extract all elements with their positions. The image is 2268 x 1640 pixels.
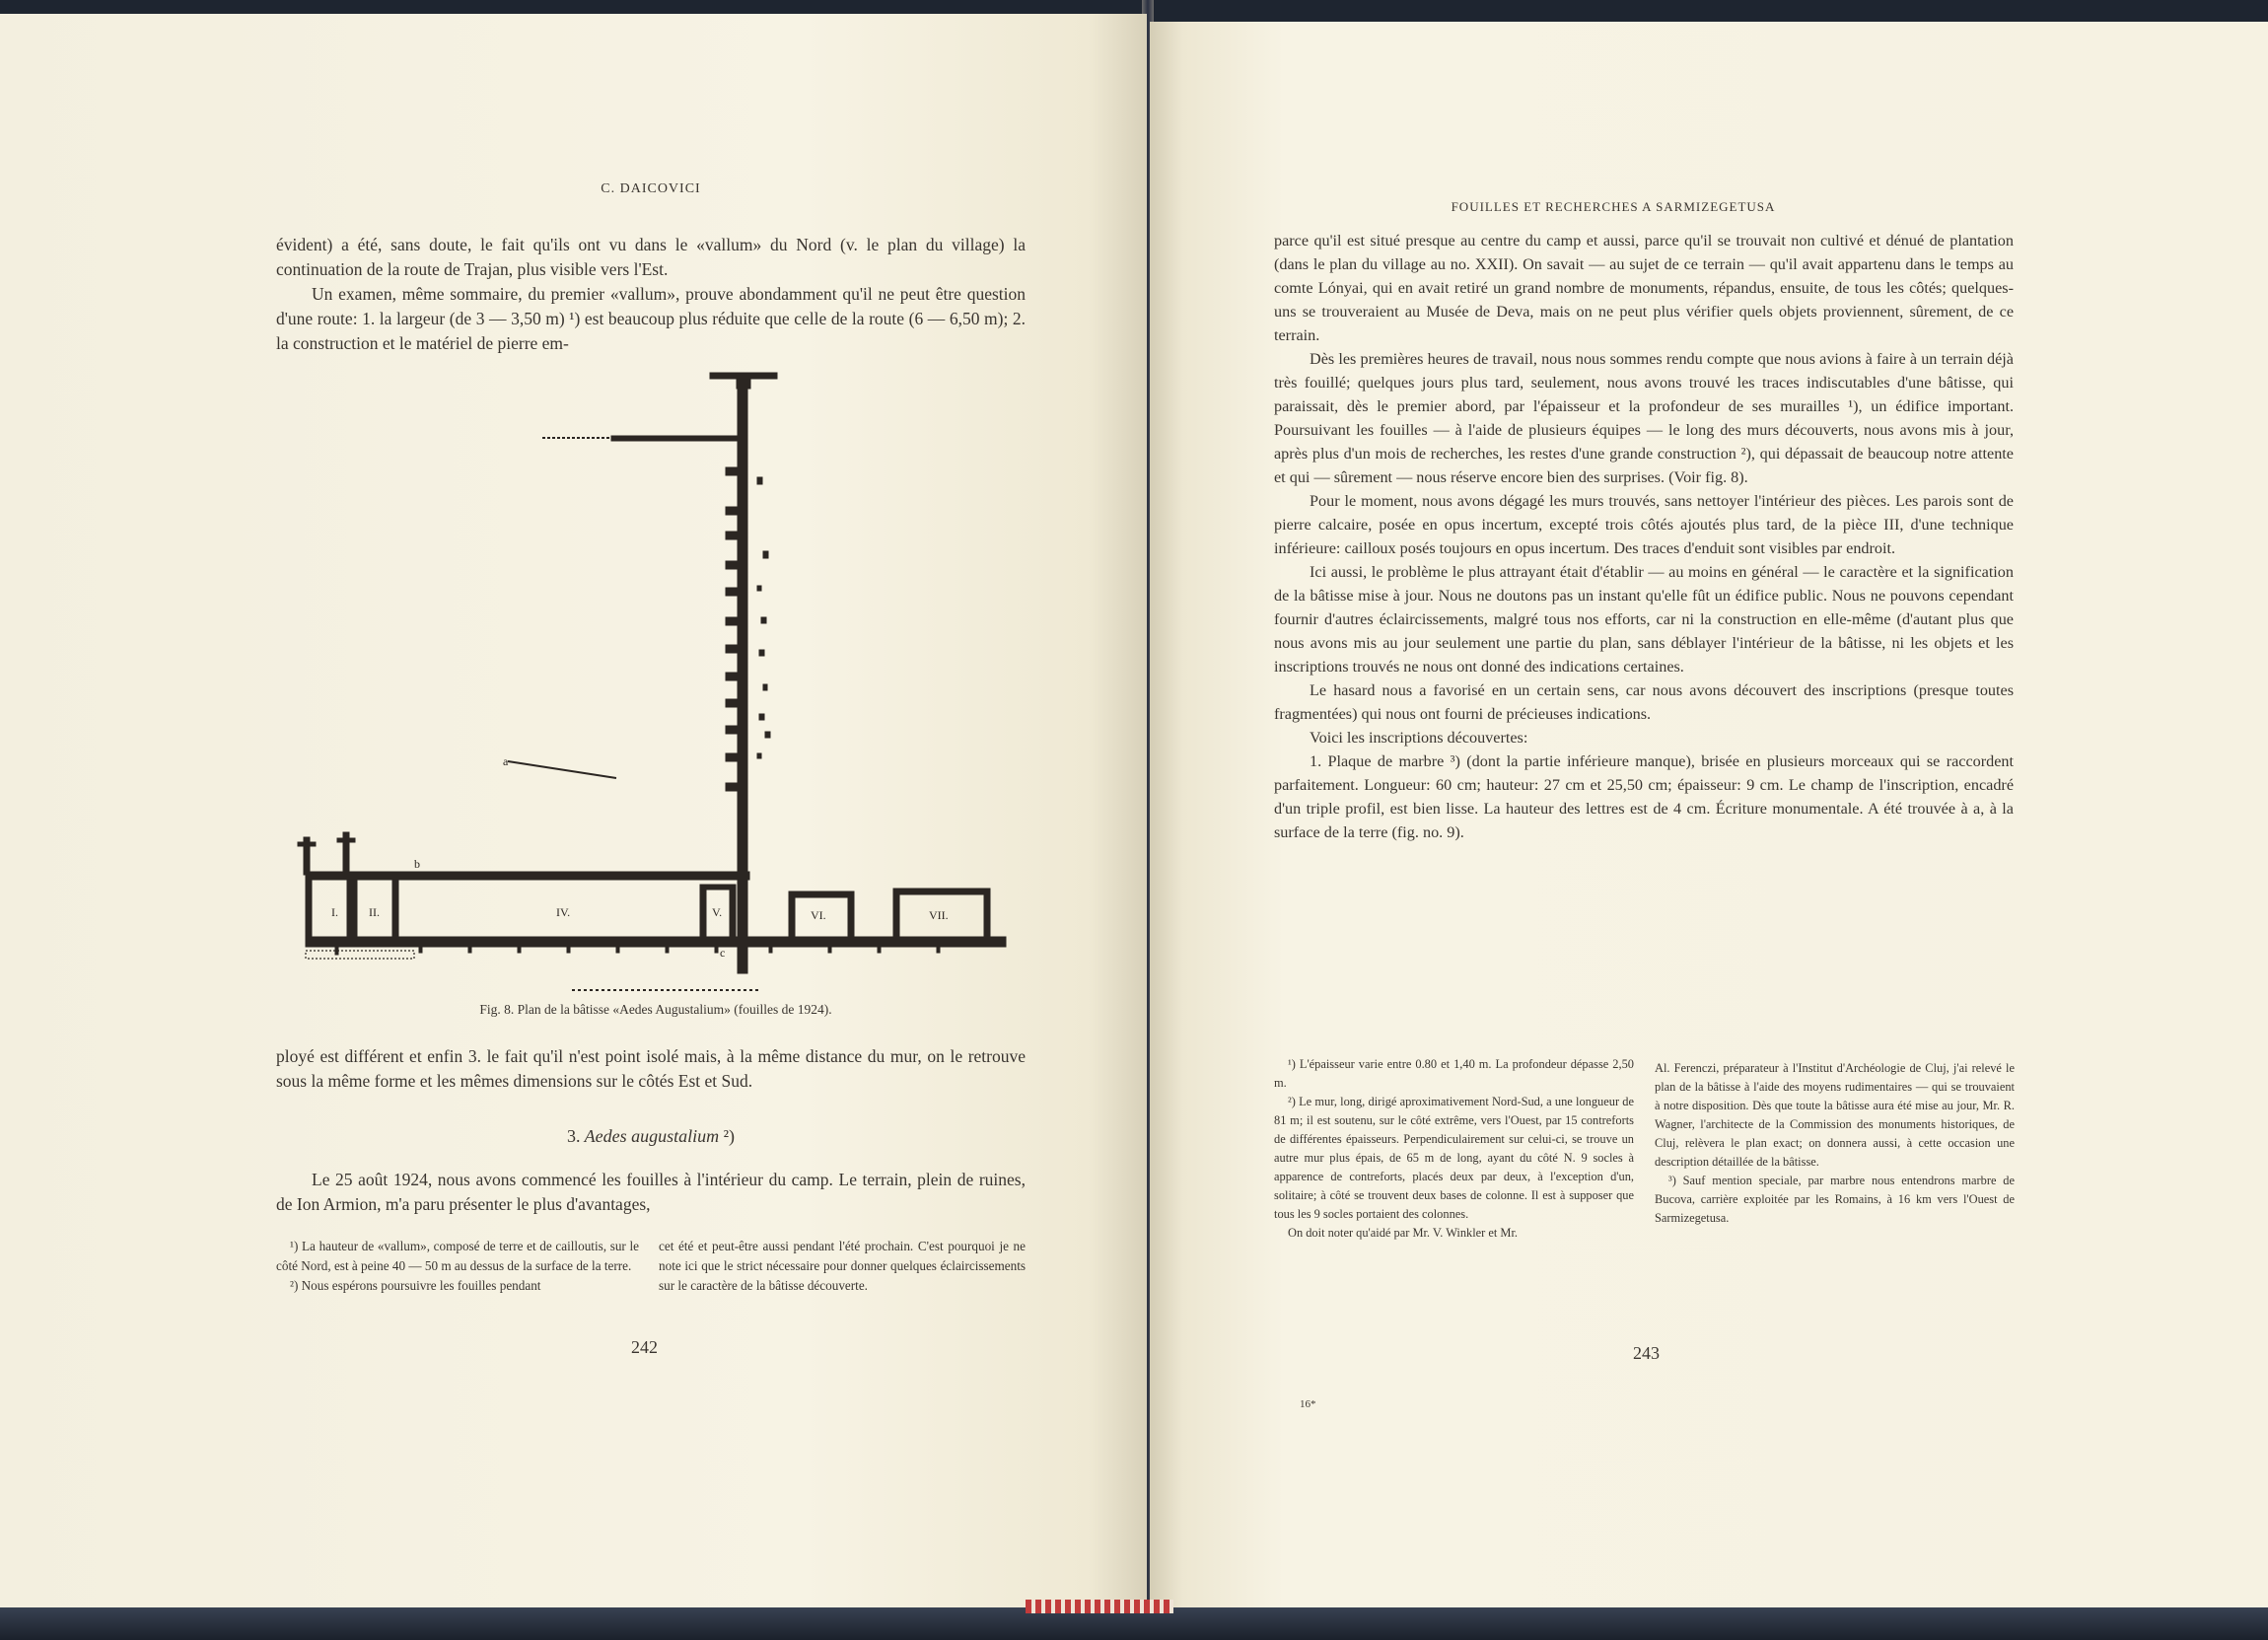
left-paragraph: Le 25 août 1924, nous avons commencé les fouilles à l'intérieur du camp. Le terrain, plein de ruines, de Ion Armion, m'a paru présenter le plus d'avantages, <box>276 1170 1026 1214</box>
left-footnotes-col2 <box>659 1237 1026 1296</box>
building-plan-figure <box>296 359 1016 1000</box>
section-number: 3. <box>566 1126 581 1146</box>
right-body-text <box>1274 229 2014 844</box>
left-paragraph: Un examen, même sommaire, du premier «vallum», prouve abondamment qu'il ne peut être question d'une route: 1. la largeur (de 3 — 3,50 m) ¹) est beaucoup plus réduite que celle de la route (6 — 6,50 m); 2. la construction et le matériel de pierre em- <box>276 284 1026 353</box>
signature-mark: 16* <box>1300 1398 1316 1410</box>
footnote: cet été et peut-être aussi pendant l'été prochain. C'est pourquoi je ne note ici que le strict nécessaire pour donner quelques éclaircissements sur le caractère de la bâtisse découverte. <box>659 1239 1026 1293</box>
footnote: Al. Ferenczi, préparateur à l'Institut d'Archéologie de Cluj, j'ai relevé le plan de la bâtisse à l'aide des moyens rudimentaires — qui se trouvaient à notre disposition. Dès que toute la bâtisse aura été mise au jour, Mr. R. Wagner, l'architecte de la Commission des monuments historiques, de Cluj, relèvera le plan exact; on donnera aussi, à cette occasion une description détaillée de la bâtisse. <box>1655 1061 2015 1169</box>
footnote: ³) Sauf mention speciale, par marbre nous entendrons marbre de Bucova, carrière exploitée par les Romains, à 16 km vers l'Ouest de Sarmizegetusa. <box>1655 1174 2015 1225</box>
footnote: ¹) La hauteur de «vallum», composé de terre et de cailloutis, sur le côté Nord, est à peine 40 — 50 m au dessus de la surface de la terre. <box>276 1239 639 1273</box>
long-wall <box>738 387 747 973</box>
left-running-head: C. DAICOVICI <box>601 181 701 196</box>
section-title: Aedes augustalium <box>584 1126 720 1146</box>
right-paragraph: Pour le moment, nous avons dégagé les murs trouvés, sans nettoyer l'intérieur des pièces. Les parois sont de pierre calcaire, posée en opus incertum, excepté trois côtés ajoutés plus tard, de la pièce III, d'une technique inférieure: cailloux posés toujours en opus incertum. Des traces d'enduit sont visibles par endroit. <box>1274 492 2014 557</box>
section-note: ²) <box>723 1126 736 1146</box>
plan-letter-b: b <box>414 857 420 871</box>
left-section-text <box>276 1168 1026 1217</box>
room-label-i: I. <box>331 905 338 919</box>
plan-letter-a: a <box>503 754 509 768</box>
right-paragraph: parce qu'il est situé presque au centre du camp et aussi, parce qu'il se trouvait non cultivé et dénué de plantation (dans le plan du village au no. XXII). On savait — au sujet de ce terrain — qu'il avait appartenu dans le temps au comte Lónyai, qui en avait retiré un grand nombre de monuments, répandus, ensuite, de tous les côtés; quelques-uns se trouveraient au Musée de Deva, mais on ne peut plus vérifier quels objets proviennent, sûrement, de ce terrain. <box>1274 232 2014 344</box>
room-label-iv: IV. <box>556 905 571 919</box>
footnote: ²) Nous espérons poursuivre les fouilles pendant <box>290 1278 541 1293</box>
right-paragraph: Voici les inscriptions découvertes: <box>1310 729 1528 747</box>
bookmark-ribbon <box>1026 1600 1173 1613</box>
room-label-v: V. <box>712 905 723 919</box>
short-wall <box>611 436 740 441</box>
room-label-vi: VI. <box>811 908 826 922</box>
right-footnotes-col1 <box>1274 1055 1634 1243</box>
footnote: ²) Le mur, long, dirigé aproximativement Nord-Sud, a une longueur de 81 m; il est soutenu, sur le côté extrême, vers l'Ouest, par 15 contreforts de différentes épaisseurs. Perpendiculairement sur celui-ci, se trouve un autre mur plus épais, de 65 m de long, ayant du côté N. 9 socles à apparence de contreforts, placés deux par deux, à l'exception d'un, solitaire; à côté se trouvent deux bases de colonne. Il est à supposer que tous les 9 socles portaient des colonnes. <box>1274 1095 1634 1221</box>
footnote: On doit noter qu'aidé par Mr. V. Winkler et Mr. <box>1288 1226 1518 1240</box>
left-page-number: 242 <box>631 1337 658 1357</box>
right-footnotes-col2 <box>1655 1059 2015 1228</box>
footnote: ¹) L'épaisseur varie entre 0.80 et 1,40 m. La profondeur dépasse 2,50 m. <box>1274 1057 1634 1090</box>
section-heading <box>276 1126 1026 1147</box>
left-paragraph: évident) a été, sans doute, le fait qu'ils ont vu dans le «vallum» du Nord (v. le plan du village) la continuation de la route de Trajan, plus visible vers l'Est. <box>276 235 1026 279</box>
left-after-text <box>276 1044 1026 1094</box>
left-footnotes-col1 <box>276 1237 639 1296</box>
room-label-vii: VII. <box>929 908 949 922</box>
right-running-head: FOUILLES ET RECHERCHES A SARMIZEGETUSA <box>1451 199 1776 214</box>
right-paragraph: Ici aussi, le problème le plus attrayant était d'établir — au moins en général — le caractère et la signification de la bâtisse mise à jour. Nous ne doutons pas un instant qu'elle fût un édifice public. Nous ne pouvons cependant fournir d'autres éclaircissements, malgré tous nos efforts, car ni la construction en elle-même (d'autant plus que nous avons mis au jour seulement une partie du plan, sans déblayer l'intérieur de la bâtisse, ni les objets et les inscriptions trouvés ne nous ont donné des indications certaines. <box>1274 563 2014 676</box>
figure-caption: Fig. 8. Plan de la bâtisse «Aedes Augustalium» (fouilles de 1924). <box>479 1002 832 1017</box>
right-page <box>1150 22 2268 1611</box>
right-paragraph: Dès les premières heures de travail, nous nous sommes rendu compte que nous avions à faire à un terrain déjà très fouillé; quelques jours plus tard, seulement, nous avons trouvé les traces indiscutables d'une bâtisse, qui paraissait, dès le premier abord, par l'épaisseur et la profondeur de ses murailles ¹), un édifice important. Poursuivant les fouilles — à l'aide de plusieurs équipes — le long des murs découverts, nous avons mis à jour, après plus d'un mois de recherches, les restes d'une grande construction ²), qui dépassait de beaucoup notre attente et qui — sûrement — nous réserve encore bien des surprises. (Voir fig. 8). <box>1274 350 2014 486</box>
left-paragraph: ployé est différent et enfin 3. le fait qu'il n'est point isolé mais, à la même distance du mur, on le retrouve sous la même forme et les mêmes dimensions sur le côtés Est et Sud. <box>276 1046 1026 1091</box>
left-page <box>0 14 1147 1616</box>
right-paragraph: Le hasard nous a favorisé en un certain sens, car nous avons découvert des inscriptions (presque toutes fragmentées) qui nous ont fourni de précieuses indications. <box>1274 681 2014 723</box>
right-paragraph: 1. Plaque de marbre ³) (dont la partie inférieure manque), brisée en plusieurs morceaux qui se raccordent parfaitement. Longueur: 60 cm; hauteur: 27 cm et 25,50 cm; épaisseur: 9 cm. Le champ de l'inscription, encadré d'un triple profil, est bien lisse. La hauteur des lettres est de 4 cm. Écriture monumentale. A été trouvée à a, à la surface de la terre (fig. no. 9). <box>1274 752 2014 841</box>
left-top-text <box>276 233 1026 356</box>
room-label-ii: II. <box>369 905 380 919</box>
plan-letter-c: c <box>720 946 726 960</box>
wall-cap <box>710 373 777 379</box>
right-page-number: 243 <box>1633 1343 1660 1363</box>
